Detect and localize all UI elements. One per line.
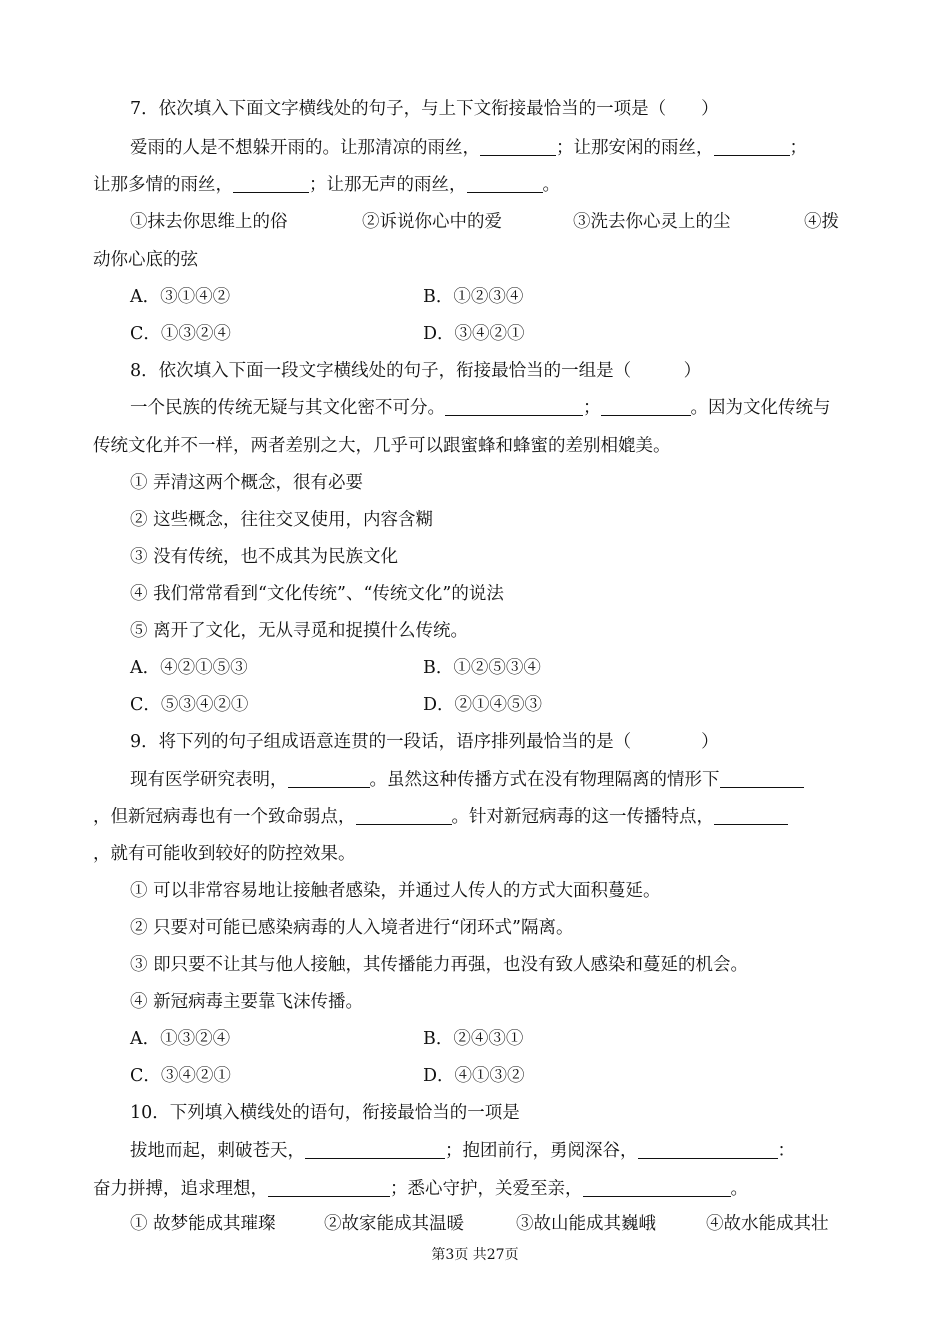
q9-option-c[interactable]: C．③④②①	[130, 1066, 231, 1086]
q10-item-3: ③故山能成其巍峨	[516, 1214, 656, 1234]
q8-blank-2[interactable]	[601, 397, 691, 416]
q10-blank-1[interactable]	[305, 1140, 445, 1159]
q7-items-line1	[130, 210, 850, 234]
q9-passage-line3: ，就有可能收到较好的防控效果。	[93, 844, 356, 864]
q9-blank-1[interactable]	[288, 769, 370, 788]
q7-option-d[interactable]: D．③④②①	[423, 324, 525, 344]
q8-passage-line2: 传统文化并不一样，两者差别之大，几乎可以跟蜜蜂和蜂蜜的差别相媲美。	[93, 436, 671, 456]
q10-blank-3[interactable]	[268, 1178, 390, 1197]
q9-stem: 9．将下列的句子组成语意连贯的一段话，语序排列最恰当的是（ ）	[130, 732, 719, 752]
q8-item-3: ③ 没有传统，也不成其为民族文化	[130, 547, 399, 567]
q8-option-b[interactable]: B．①②⑤③④	[423, 658, 541, 678]
q9-option-a[interactable]: A．①③②④	[130, 1029, 231, 1049]
page-footer: 第3页 共27页	[431, 1247, 519, 1263]
q9-passage-line2: ，但新冠病毒也有一个致命弱点， 。针对新冠病毒的这一传播特点，	[93, 805, 863, 829]
q8-option-a[interactable]: A．④②①⑤③	[130, 658, 248, 678]
q7-item-2: ②诉说你心中的爱	[362, 212, 502, 232]
q9-options-row2	[130, 1064, 830, 1088]
q7-blank-4[interactable]	[467, 174, 543, 193]
q7-blank-2[interactable]	[714, 137, 790, 156]
q7-stem: 7．依次填入下面文字横线处的句子，与上下文衔接最恰当的一项是（ ）	[130, 99, 719, 119]
q8-stem: 8．依次填入下面一段文字横线处的句子，衔接最恰当的一组是（ ）	[130, 361, 702, 381]
q8-item-2: ② 这些概念，往往交叉使用，内容含糊	[130, 510, 434, 530]
q7-options-row1	[130, 285, 830, 309]
q7-blank-3[interactable]	[233, 174, 309, 193]
q7-item-1: ①抹去你思维上的俗	[130, 212, 288, 232]
q7-item-4: ④拨	[804, 212, 839, 232]
q8-blank-1[interactable]	[445, 397, 583, 416]
q9-option-b[interactable]: B．②④③①	[423, 1029, 524, 1049]
q7-options-row2	[130, 322, 830, 346]
q10-blank-4[interactable]	[583, 1178, 731, 1197]
q10-blank-2[interactable]	[638, 1140, 778, 1159]
q9-option-d[interactable]: D．④①③②	[423, 1066, 525, 1086]
q9-item-1: ① 可以非常容易地让接触者感染，并通过人传人的方式大面积蔓延。	[130, 881, 661, 901]
q8-item-4: ④ 我们常常看到“文化传统”、“传统文化”的说法	[130, 584, 504, 604]
q8-passage-line1: 一个民族的传统无疑与其文化密不可分。 ； 。因为文化传统与	[130, 398, 831, 418]
q9-options-row1	[130, 1027, 830, 1051]
q9-blank-3[interactable]	[356, 806, 452, 825]
q8-option-d[interactable]: D．②①④⑤③	[423, 695, 543, 715]
q7-items-line2: 动你心底的弦	[93, 250, 198, 270]
q9-passage-line1: 现有医学研究表明， 。虽然这种传播方式在没有物理隔离的情形下	[130, 768, 900, 792]
q9-blank-2[interactable]	[720, 769, 804, 788]
q7-item-3: ③洗去你心灵上的尘	[573, 212, 731, 232]
q10-item-2: ②故家能成其温暖	[324, 1214, 464, 1234]
q9-blank-4[interactable]	[714, 806, 788, 825]
q7-passage-line1: 爱雨的人是不想躲开雨的。让那清凉的雨丝， ；让那安闲的雨丝， ；	[130, 138, 807, 158]
q8-option-c[interactable]: C．⑤③④②①	[130, 695, 249, 715]
q9-item-2: ② 只要对可能已感染病毒的人入境者进行“闭环式”隔离。	[130, 918, 574, 938]
q8-options-row2	[130, 693, 830, 717]
q7-option-b[interactable]: B．①②③④	[423, 287, 524, 307]
q8-item-1: ① 弄清这两个概念，很有必要	[130, 473, 364, 493]
q7-passage-line2: 让那多情的雨丝， ；让那无声的雨丝， 。	[93, 175, 560, 195]
q7-option-c[interactable]: C．①③②④	[130, 324, 231, 344]
q8-options-row1	[130, 656, 830, 680]
q9-item-3: ③ 即只要不让其与他人接触，其传播能力再强，也没有致人感染和蔓延的机会。	[130, 955, 749, 975]
q10-passage-line2: 奋力拼搏，追求理想， ；悉心守护，关爱至亲， 。	[93, 1179, 748, 1199]
q10-item-4: ④故水能成其壮	[706, 1214, 829, 1234]
q10-stem: 10．下列填入横线处的语句，衔接最恰当的一项是	[130, 1103, 520, 1123]
q10-passage-line1: 拔地而起，刺破苍天， ；抱团前行，勇阅深谷， ：	[130, 1141, 795, 1161]
q10-item-1: ① 故梦能成其璀璨	[130, 1214, 276, 1234]
q7-blank-1[interactable]	[480, 137, 556, 156]
q9-item-4: ④ 新冠病毒主要靠飞沫传播。	[130, 992, 364, 1012]
q8-item-5: ⑤ 离开了文化，无从寻觅和捉摸什么传统。	[130, 621, 469, 641]
q7-option-a[interactable]: A．③①④②	[130, 287, 231, 307]
q10-items-line	[130, 1212, 850, 1236]
